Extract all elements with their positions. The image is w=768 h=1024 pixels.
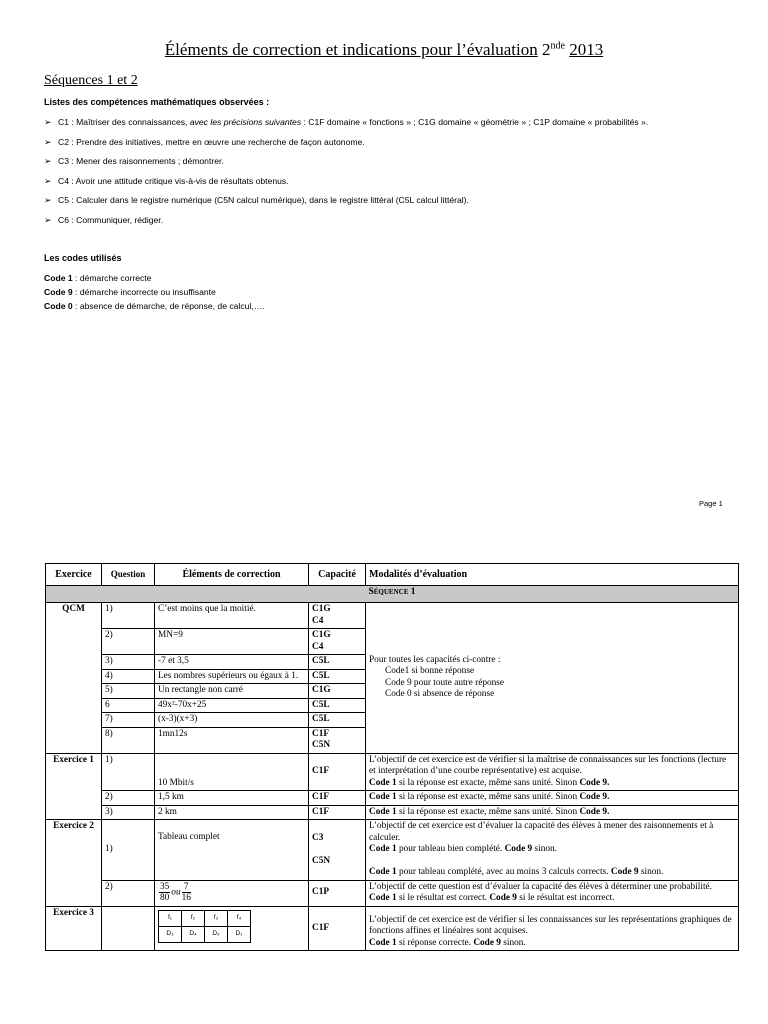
capacity-cell: C1G C4	[309, 629, 366, 655]
capacity-cell: C3 C5N	[309, 820, 366, 881]
codes-list	[44, 272, 265, 314]
question-cell: 2)	[102, 791, 155, 806]
sequences-heading: Séquences 1 et 2	[44, 73, 138, 88]
question-cell: 3)	[102, 655, 155, 670]
question-cell: 2)	[102, 880, 155, 906]
arrow-bullet-icon: ➢	[44, 117, 52, 127]
correction-cell: -7 et 3,5	[155, 655, 309, 670]
arrow-bullet-icon: ➢	[44, 156, 52, 167]
capacity-cell: C1G C4	[309, 603, 366, 629]
sequence-label: Séquence 1	[46, 586, 739, 603]
codes-heading: Les codes utilisés	[44, 253, 122, 263]
correction-cell: C’est moins que la moitié.	[155, 603, 309, 629]
correction-cell: MN=9	[155, 629, 309, 655]
header-modalites: Modalités d’évaluation	[366, 564, 739, 586]
arrow-bullet-icon: ➢	[44, 214, 52, 225]
competences-list	[44, 115, 734, 233]
competence-item: ➢ C3 : Mener des raisonnements ; démontrer.	[44, 156, 224, 167]
correction-cell: 1mn12s	[155, 727, 309, 753]
header-exercice: Exercice	[46, 564, 102, 586]
question-cell: 1)	[102, 820, 155, 881]
page-number: Page 1	[699, 499, 723, 508]
header-elements: Éléments de correction	[155, 564, 309, 586]
correction-cell: (x-3)(x+3)	[155, 713, 309, 728]
table-row	[46, 791, 739, 806]
header-question: Question	[102, 564, 155, 586]
question-cell: 4)	[102, 669, 155, 684]
question-cell	[102, 906, 155, 951]
qcm-modalites: Pour toutes les capacités ci-contre : Code1 si bonne réponse Code 9 pour toute autre réponse Code 0 si absence de réponse	[366, 603, 739, 754]
correction-cell: 1,5 km	[155, 791, 309, 806]
modalites-cell: L’objectif de cet exercice est de vérifier si la maîtrise de connaissances sur les fonctions (lecture et interprétation d’une courbe représentative) est acquise. Code 1 si la réponse est exacte, même sans unité. Sinon Code 9.	[366, 753, 739, 791]
capacity-cell: C5L	[309, 698, 366, 713]
qcm-label: QCM	[46, 603, 102, 754]
table-row	[46, 906, 739, 951]
correction-cell-fraction: $\frac{35}{80}$ ou $\frac{7}{16}$	[155, 880, 309, 906]
modalites-cell: L’objectif de cette question est d’évaluer la capacité des élèves à déterminer une probabilité. Code 1 si le résultat est correct. Code 9 si le résultat est incorrect.	[366, 880, 739, 906]
arrow-bullet-icon: ➢	[44, 175, 52, 186]
modalites-cell: L’objectif de cet exercice est d’évaluer la capacité des élèves à mener des raisonnements et à calculer. Code 1 pour tableau bien complété. Code 9 sinon. Code 1 pour tableau complété, avec au moins 3 calculs corrects. Code 9 sinon.	[366, 820, 739, 881]
modalites-cell: L’objectif de cet exercice est de vérifier si les connaissances sur les représentations graphiques de fonctions affines et linéaires sont acquises. Code 1 si réponse correcte. Code 9 sinon.	[366, 906, 739, 951]
competence-item: ➢ C2 : Prendre des initiatives, mettre en œuvre une recherche de façon autonome.	[44, 136, 365, 147]
capacity-cell: C1F	[309, 791, 366, 806]
correction-cell: 49x²-70x+25	[155, 698, 309, 713]
correction-cell: 10 Mbit/s	[155, 753, 309, 791]
capacity-cell: C5L	[309, 713, 366, 728]
question-cell: 2)	[102, 629, 155, 655]
modalites-cell: Code 1 si la réponse est exacte, même sans unité. Sinon Code 9.	[366, 791, 739, 806]
table-row	[46, 805, 739, 820]
title-level: 2nde	[541, 40, 565, 59]
question-cell: 8)	[102, 727, 155, 753]
competence-item: ➢ C4 : Avoir une attitude critique vis-à-vis de résultats obtenus.	[44, 175, 289, 186]
capacity-cell: C5L	[309, 655, 366, 670]
page-title	[0, 40, 768, 60]
code-item: Code 1 : démarche correcte	[44, 273, 152, 283]
fraction-35-80: $\frac{35}{80}$	[160, 881, 170, 903]
fraction-7-16: $\frac{7}{16}$	[181, 881, 191, 903]
question-cell: 1)	[102, 753, 155, 791]
table-row	[46, 880, 739, 906]
question-cell: 7)	[102, 713, 155, 728]
header-capacite: Capacité	[309, 564, 366, 586]
question-cell: 1)	[102, 603, 155, 629]
capacity-cell: C1G	[309, 684, 366, 699]
competence-item: ➢ C1 : Maîtriser des connaissances, avec les précisions suivantes : C1F domaine « fonctions » ; C1G domaine « géométrie » ; C1P domaine « probabilités ».	[44, 117, 649, 127]
question-cell: 3)	[102, 805, 155, 820]
correction-cell: Tableau complet	[155, 820, 309, 881]
exercise-2-label: Exercice 2	[46, 820, 102, 907]
capacity-cell: C5L	[309, 669, 366, 684]
question-cell: 6	[102, 698, 155, 713]
modalites-cell: Code 1 si la réponse est exacte, même sans unité. Sinon Code 9.	[366, 805, 739, 820]
table-row	[46, 820, 739, 881]
table-row	[46, 603, 739, 629]
evaluation-table	[45, 563, 739, 951]
competence-item: ➢ C6 : Communiquer, rédiger.	[44, 214, 164, 225]
table-header-row	[46, 564, 739, 586]
exercise-1-label: Exercice 1	[46, 753, 102, 820]
code-item: Code 0 : absence de démarche, de réponse, de calcul,….	[44, 301, 265, 311]
arrow-bullet-icon: ➢	[44, 195, 52, 206]
correction-cell: Les nombres supérieurs ou égaux à 1.	[155, 669, 309, 684]
table-row	[46, 753, 739, 791]
capacity-cell: C1P	[309, 880, 366, 906]
matching-table: f₁ f₂ f₃ f₄ D₃ D₄ D₂ D₁	[158, 910, 251, 943]
competence-item: ➢ C5 : Calculer dans le registre numérique (C5N calcul numérique), dans le registre littéral (C5L calcul littéral).	[44, 195, 469, 206]
arrow-bullet-icon: ➢	[44, 136, 52, 147]
title-main: Éléments de correction et indications pour l’évaluation	[164, 40, 538, 59]
correction-cell: Un rectangle non carré	[155, 684, 309, 699]
competences-heading: Listes des compétences mathématiques observées :	[44, 97, 270, 107]
title-year: 2013	[569, 40, 604, 59]
correction-cell	[155, 906, 309, 951]
sequence-row	[46, 586, 739, 603]
capacity-cell: C1F	[309, 753, 366, 791]
code-item: Code 9 : démarche incorrecte ou insuffisante	[44, 287, 216, 297]
capacity-cell: C1F	[309, 906, 366, 951]
exercise-3-label: Exercice 3	[46, 906, 102, 951]
question-cell: 5)	[102, 684, 155, 699]
correction-cell: 2 km	[155, 805, 309, 820]
capacity-cell: C1F C5N	[309, 727, 366, 753]
capacity-cell: C1F	[309, 805, 366, 820]
